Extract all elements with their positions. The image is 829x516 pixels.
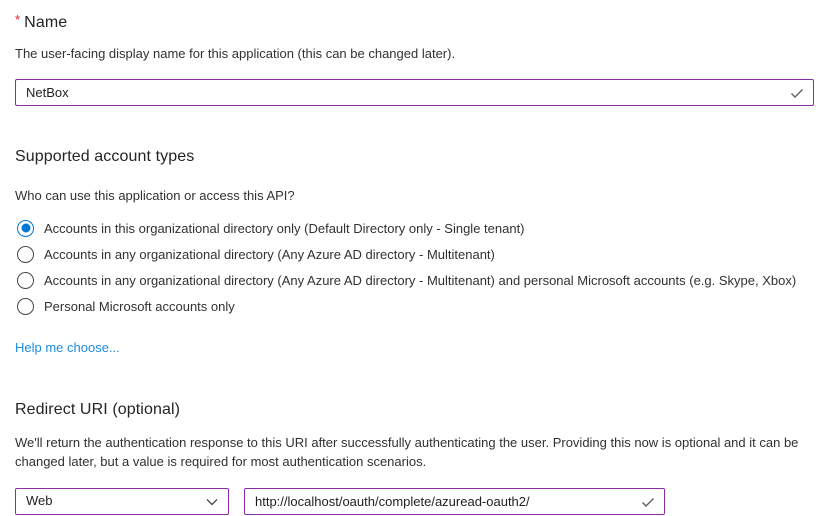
account-types-section-title: Supported account types [15, 148, 195, 165]
radio-button-icon[interactable] [17, 272, 34, 289]
radio-option-label: Accounts in this organizational directory only (Default Directory only - Single tenant) [44, 220, 525, 236]
redirect-uri-description: We'll return the authentication response to this URI after successfully authenticating the user. Providing this now is optional and it can be changed later, but a value is required for most authentication scenarios. [15, 435, 799, 469]
name-description: The user-facing display name for this application (this can be changed later). [15, 46, 456, 61]
radio-option-label: Accounts in any organizational directory (Any Azure AD directory - Multitenant) [44, 246, 495, 262]
redirect-uri-row [15, 488, 814, 515]
radio-option-multitenant[interactable] [15, 241, 814, 267]
platform-select[interactable] [15, 488, 229, 515]
radio-option-multitenant-personal[interactable] [15, 267, 814, 293]
radio-button-icon[interactable] [17, 298, 34, 315]
radio-option-personal-only[interactable] [15, 293, 814, 319]
radio-option-label: Accounts in any organizational directory (Any Azure AD directory - Multitenant) and personal Microsoft accounts (e.g. Skype, Xbox) [44, 272, 797, 288]
radio-option-label: Personal Microsoft accounts only [44, 298, 235, 314]
account-types-question: Who can use this application or access this API? [15, 188, 295, 203]
name-section-title [15, 12, 814, 32]
name-title-text: Name [24, 14, 68, 31]
redirect-uri-section-title: Redirect URI (optional) [15, 401, 181, 418]
platform-select-value: Web [26, 493, 53, 508]
redirect-uri-input-wrap [244, 488, 665, 515]
chevron-down-icon [205, 495, 219, 509]
radio-option-single-tenant[interactable] [15, 215, 814, 241]
radio-button-icon[interactable] [17, 220, 34, 237]
account-types-radio-group [15, 215, 814, 319]
redirect-uri-input[interactable] [244, 488, 665, 515]
help-me-choose-link[interactable]: Help me choose... [15, 340, 120, 355]
name-input-wrap [15, 79, 814, 106]
name-input[interactable] [15, 79, 814, 106]
required-asterisk: * [15, 12, 21, 27]
radio-button-icon[interactable] [17, 246, 34, 263]
